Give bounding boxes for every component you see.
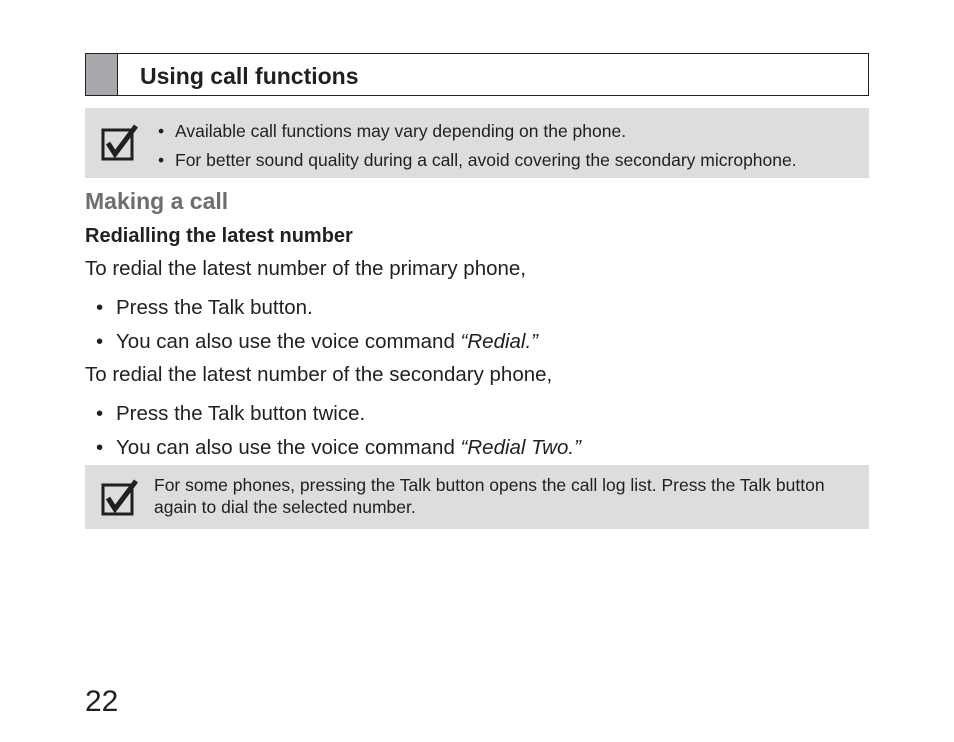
bullet-text: Press the Talk button twice. (116, 402, 366, 425)
section-title-bar (85, 53, 869, 96)
checkbox-icon (101, 479, 139, 517)
checkbox-icon (101, 124, 139, 162)
note-item: • For better sound quality during a call, avoid covering the secondary microphone. (158, 146, 797, 175)
bullet-dot: • (96, 436, 104, 459)
primary-bullet-1 (96, 296, 313, 320)
bullet-dot: • (96, 402, 104, 425)
bullet-text: You can also use the voice command (116, 436, 461, 459)
sub-heading: Redialling the latest number (85, 225, 353, 247)
secondary-intro-text: To redial the latest number of the secondary phone, (85, 363, 553, 386)
bullet-text: You can also use the voice command (116, 330, 461, 353)
page-title: Using call functions (140, 63, 359, 89)
secondary-bullet-1 (96, 402, 365, 426)
note-text: For some phones, pressing the Talk button opens the call log list. Press the Talk button again to dial the selected number. (154, 475, 825, 517)
secondary-bullet-2 (96, 436, 581, 460)
bullet-dot: • (96, 330, 104, 353)
primary-bullet-2 (96, 330, 538, 354)
note-list (158, 117, 797, 175)
note-box-call-log (85, 465, 869, 529)
primary-intro-text: To redial the latest number of the primary phone, (85, 257, 526, 280)
page-number: 22 (85, 685, 119, 718)
note-box-availability (85, 108, 869, 178)
voice-command-text: “Redial Two.” (460, 436, 581, 459)
voice-command-text: “Redial.” (460, 330, 539, 353)
bullet-text: Press the Talk button. (116, 296, 313, 319)
section-heading: Making a call (85, 188, 229, 214)
note-item: • Available call functions may vary depending on the phone. (158, 117, 797, 146)
title-tab-marker (86, 54, 118, 95)
bullet-dot: • (96, 296, 104, 319)
